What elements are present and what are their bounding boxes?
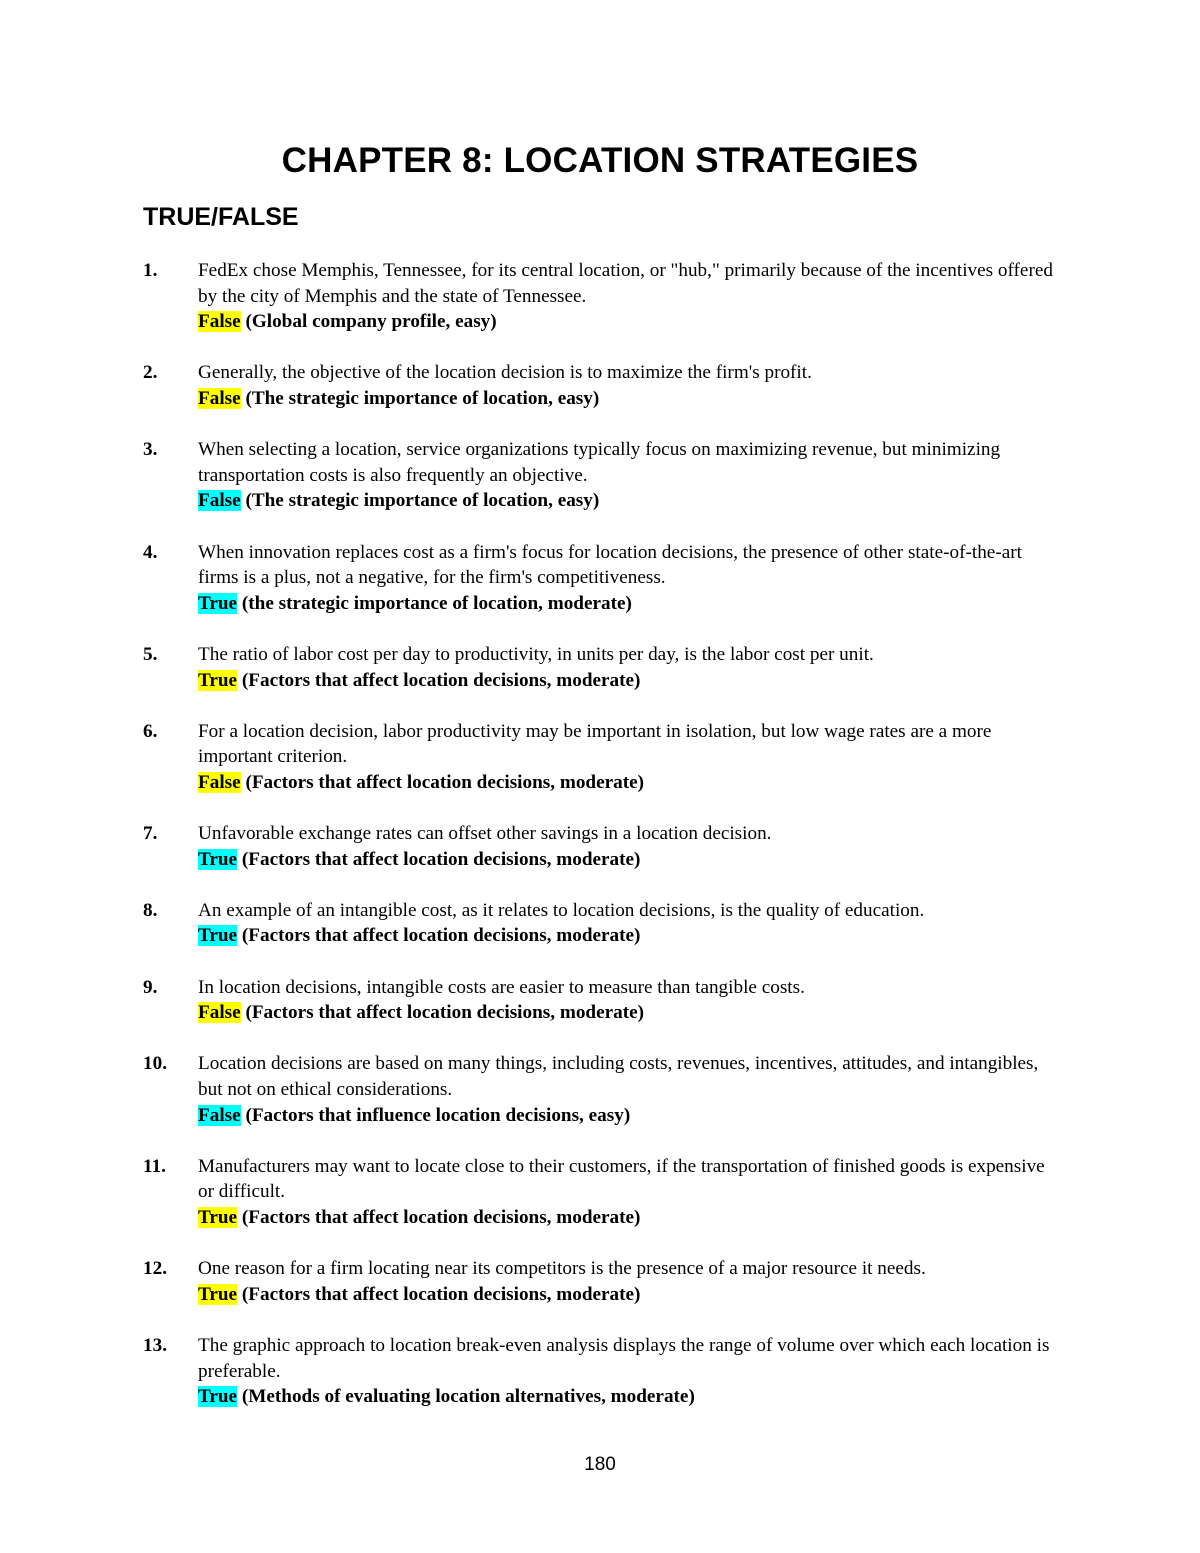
question-number: 13. xyxy=(143,1334,167,1356)
question-number: 4. xyxy=(143,541,158,563)
answer-line xyxy=(198,386,1063,412)
answer-highlight: True xyxy=(198,1283,238,1305)
answer-line xyxy=(198,923,1063,949)
answer-highlight: True xyxy=(198,592,238,614)
question-text: In location decisions, intangible costs are easier to measure than tangible costs. xyxy=(198,976,805,998)
question-text: When selecting a location, service organizations typically focus on maximizing revenue, but minimizing transportation costs is also frequently an objective. xyxy=(198,439,1001,486)
question-text: One reason for a firm locating near its competitors is the presence of a major resource it needs. xyxy=(198,1258,926,1280)
question-item xyxy=(143,540,1063,617)
question-item xyxy=(143,975,1063,1026)
answer-topic: (The strategic importance of location, easy) xyxy=(240,490,600,512)
answer-highlight: False xyxy=(198,1104,241,1126)
question-item xyxy=(143,821,1063,872)
question-number: 3. xyxy=(143,439,158,461)
question-item xyxy=(143,898,1063,949)
question-number: 1. xyxy=(143,260,158,281)
answer-topic: (Factors that affect location decisions, moderate) xyxy=(237,1283,641,1305)
answer-line xyxy=(198,309,1063,335)
question-number: 12. xyxy=(143,1258,167,1280)
answer-topic: (Factors that affect location decisions, moderate) xyxy=(240,771,644,793)
question-number: 10. xyxy=(143,1053,167,1075)
answer-line xyxy=(198,1205,1063,1231)
page-number: 180 xyxy=(584,1454,616,1475)
answer-line xyxy=(198,668,1063,694)
answer-highlight: False xyxy=(198,1002,241,1024)
answer-topic: (Factors that affect location decisions, moderate) xyxy=(237,925,641,947)
question-item xyxy=(143,1051,1063,1128)
answer-topic: (Factors that affect location decisions, moderate) xyxy=(240,1002,644,1024)
answer-highlight: False xyxy=(198,771,241,793)
question-number: 9. xyxy=(143,976,158,998)
answer-highlight: True xyxy=(198,1386,238,1408)
question-text: When innovation replaces cost as a firm's focus for location decisions, the presence of other state-of-the-art firms is a plus, not a negative, for the firm's competitiveness. xyxy=(198,541,1022,589)
answer-highlight: True xyxy=(198,848,238,870)
question-item xyxy=(143,437,1063,514)
question-item xyxy=(143,360,1063,411)
question-number: 2. xyxy=(143,362,158,384)
answer-highlight: True xyxy=(198,925,238,947)
answer-line xyxy=(198,1000,1063,1026)
question-text: For a location decision, labor productivity may be important in isolation, but low wage rates are a more important criterion. xyxy=(198,720,992,768)
answer-highlight: True xyxy=(198,669,238,691)
answer-line xyxy=(198,847,1063,873)
answer-topic: (the strategic importance of location, moderate) xyxy=(237,592,632,614)
question-list xyxy=(143,258,1063,1435)
answer-topic: (Global company profile, easy) xyxy=(240,311,497,333)
answer-highlight: True xyxy=(198,1206,238,1228)
question-number: 7. xyxy=(143,823,158,845)
question-item xyxy=(143,1256,1063,1307)
answer-topic: (Factors that affect location decisions, moderate) xyxy=(237,669,641,691)
question-number: 6. xyxy=(143,720,158,742)
answer-topic: (The strategic importance of location, easy) xyxy=(240,387,600,409)
question-text: The ratio of labor cost per day to productivity, in units per day, is the labor cost per unit. xyxy=(198,643,874,665)
answer-highlight: False xyxy=(198,311,241,333)
question-text: Manufacturers may want to locate close to their customers, if the transportation of finished goods is expensive or difficult. xyxy=(198,1155,1045,1203)
question-text: The graphic approach to location break-even analysis displays the range of volume over which each location is preferable. xyxy=(198,1334,1050,1382)
question-item xyxy=(143,719,1063,796)
answer-topic: (Factors that affect location decisions, moderate) xyxy=(237,848,641,870)
question-item xyxy=(143,1154,1063,1231)
question-text: FedEx chose Memphis, Tennessee, for its central location, or "hub," primarily because of the incentives offered by the city of Memphis and the state of Tennessee. xyxy=(198,260,1053,307)
question-item xyxy=(143,258,1063,335)
question-number: 8. xyxy=(143,899,158,921)
question-text: Generally, the objective of the location decision is to maximize the firm's profit. xyxy=(198,362,812,384)
answer-topic: (Factors that influence location decisions, easy) xyxy=(240,1104,631,1126)
question-text: Unfavorable exchange rates can offset other savings in a location decision. xyxy=(198,823,772,845)
question-number: 11. xyxy=(143,1155,166,1177)
answer-topic: (Factors that affect location decisions, moderate) xyxy=(237,1206,641,1228)
question-text: An example of an intangible cost, as it relates to location decisions, is the quality of education. xyxy=(198,899,925,921)
answer-line xyxy=(198,591,1063,617)
answer-line xyxy=(198,770,1063,796)
answer-highlight: False xyxy=(198,490,241,512)
answer-topic: (Methods of evaluating location alternatives, moderate) xyxy=(237,1386,695,1408)
section-heading: TRUE/FALSE xyxy=(143,203,299,231)
page-title: CHAPTER 8: LOCATION STRATEGIES xyxy=(281,141,919,180)
question-text: Location decisions are based on many things, including costs, revenues, incentives, attitudes, and intangibles, but not on ethical considerations. xyxy=(198,1053,1039,1100)
question-item xyxy=(143,642,1063,693)
answer-line xyxy=(198,488,1063,514)
answer-line xyxy=(198,1103,1063,1129)
question-item xyxy=(143,1333,1063,1410)
answer-line xyxy=(198,1384,1063,1410)
question-number: 5. xyxy=(143,643,158,665)
answer-highlight: False xyxy=(198,387,241,409)
answer-line xyxy=(198,1282,1063,1308)
